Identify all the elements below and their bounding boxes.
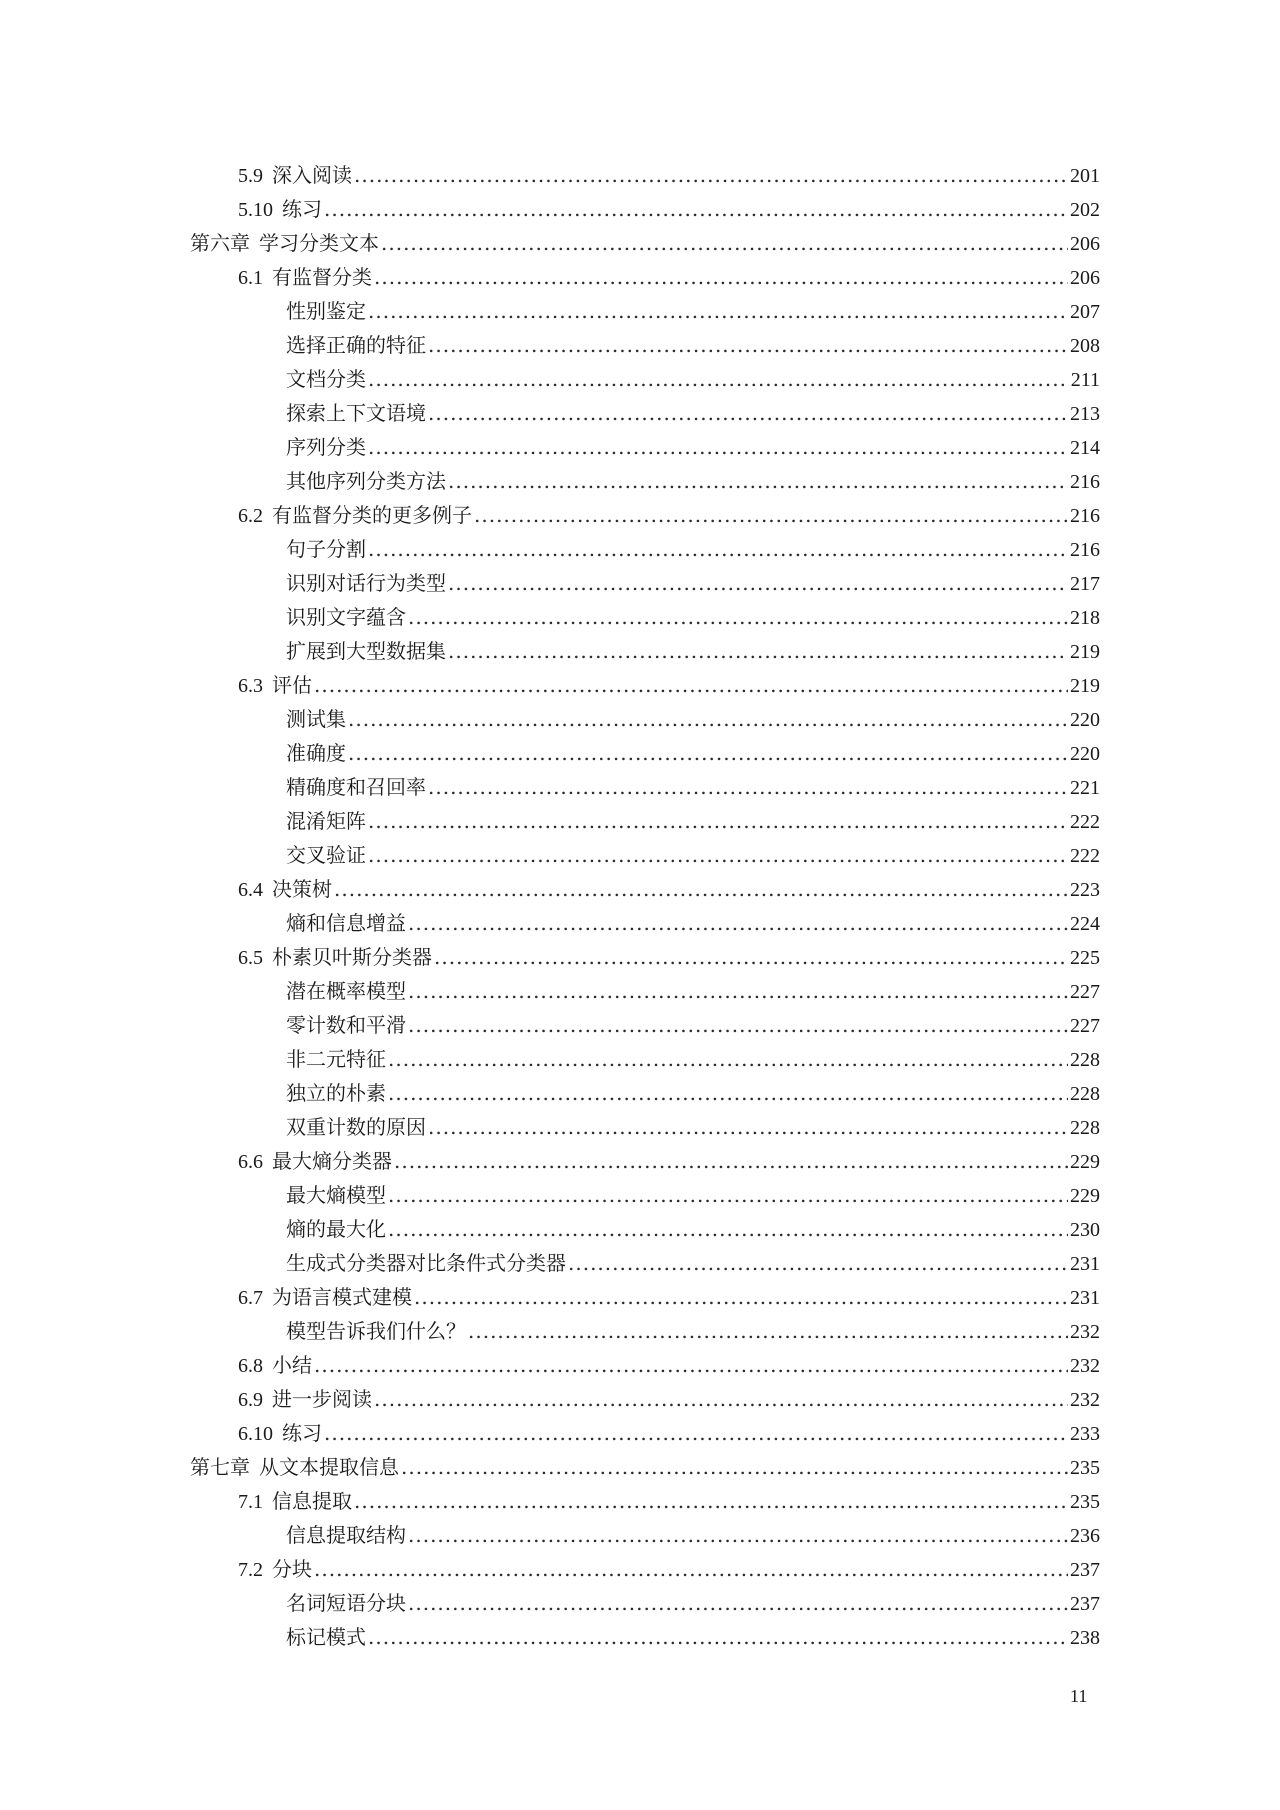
toc-entry-title: 句子分割 bbox=[286, 537, 366, 561]
toc-entry-title: 模型告诉我们什么？ bbox=[286, 1319, 466, 1343]
dot-leader bbox=[368, 532, 1068, 566]
dot-leader bbox=[368, 838, 1068, 872]
toc-subsection-entry bbox=[190, 600, 1100, 634]
dot-leader bbox=[468, 1314, 1068, 1348]
dot-leader bbox=[324, 1416, 1068, 1450]
dot-leader bbox=[448, 464, 1068, 498]
toc-subsection-entry bbox=[190, 430, 1100, 464]
page-number: 11 bbox=[1070, 1686, 1088, 1706]
dot-leader bbox=[408, 906, 1068, 940]
toc-entry-page: 220 bbox=[1070, 709, 1100, 731]
toc-entry-title: 精确度和召回率 bbox=[286, 775, 426, 799]
toc-entry-page: 235 bbox=[1070, 1491, 1100, 1513]
toc-entry-page: 227 bbox=[1070, 981, 1100, 1003]
dot-leader bbox=[428, 770, 1068, 804]
toc-subsection-entry bbox=[190, 804, 1100, 838]
toc-entry-number: 6.2 bbox=[238, 505, 263, 527]
dot-leader bbox=[408, 1008, 1068, 1042]
toc-entry-page: 238 bbox=[1070, 1627, 1100, 1649]
toc-entry-title: 序列分类 bbox=[286, 435, 366, 459]
toc-subsection-entry bbox=[190, 1246, 1100, 1280]
toc-entry-page: 229 bbox=[1070, 1151, 1100, 1173]
toc-subsection-entry bbox=[190, 1042, 1100, 1076]
toc-entry-page: 225 bbox=[1070, 947, 1100, 969]
toc-entry-page: 235 bbox=[1070, 1457, 1100, 1479]
toc-entry-number: 5.9 bbox=[238, 165, 263, 187]
toc-entry-page: 220 bbox=[1070, 743, 1100, 765]
toc-entry-page: 237 bbox=[1070, 1593, 1100, 1615]
dot-leader bbox=[401, 1450, 1068, 1484]
toc-section-entry bbox=[190, 940, 1100, 974]
toc-entry-number: 第六章 bbox=[190, 233, 250, 255]
toc-subsection-entry bbox=[190, 362, 1100, 396]
toc-entry-title: 为语言模式建模 bbox=[272, 1285, 412, 1309]
toc-entry-title: 零计数和平滑 bbox=[286, 1013, 406, 1037]
toc-subsection-entry bbox=[190, 1518, 1100, 1552]
toc-entry-title: 有监督分类 bbox=[272, 265, 372, 289]
dot-leader bbox=[324, 192, 1068, 226]
toc-subsection-entry bbox=[190, 464, 1100, 498]
toc-subsection-entry bbox=[190, 1620, 1100, 1654]
toc-subsection-entry bbox=[190, 974, 1100, 1008]
toc-subsection-entry bbox=[190, 1212, 1100, 1246]
dot-leader bbox=[368, 1620, 1068, 1654]
toc-entry-title: 混淆矩阵 bbox=[286, 809, 366, 833]
dot-leader bbox=[354, 158, 1068, 192]
toc-entry-title: 学习分类文本 bbox=[259, 231, 379, 255]
dot-leader bbox=[314, 1552, 1068, 1586]
toc-entry-title: 小结 bbox=[272, 1353, 312, 1377]
toc-entry-title: 朴素贝叶斯分类器 bbox=[272, 945, 432, 969]
toc-entry-number: 6.8 bbox=[238, 1355, 263, 1377]
toc-entry-title: 名词短语分块 bbox=[286, 1591, 406, 1615]
dot-leader bbox=[374, 260, 1068, 294]
dot-leader bbox=[408, 600, 1068, 634]
toc-section-entry bbox=[190, 1144, 1100, 1178]
dot-leader bbox=[428, 396, 1068, 430]
dot-leader bbox=[388, 1076, 1068, 1110]
toc-entry-title: 交叉验证 bbox=[286, 843, 366, 867]
toc-entry-title: 双重计数的原因 bbox=[286, 1115, 426, 1139]
toc-entry-title: 识别对话行为类型 bbox=[286, 571, 446, 595]
toc-entry-title: 标记模式 bbox=[286, 1625, 366, 1649]
toc-entry-title: 生成式分类器对比条件式分类器 bbox=[286, 1251, 566, 1275]
dot-leader bbox=[414, 1280, 1068, 1314]
toc-section-entry bbox=[190, 158, 1100, 192]
toc-entry-title: 进一步阅读 bbox=[272, 1387, 372, 1411]
dot-leader bbox=[388, 1212, 1068, 1246]
toc-entry-page: 219 bbox=[1070, 675, 1100, 697]
toc-entry-page: 206 bbox=[1070, 267, 1100, 289]
toc-chapter-entry bbox=[190, 1450, 1100, 1484]
toc-entry-title: 文档分类 bbox=[286, 367, 366, 391]
toc-entry-page: 228 bbox=[1070, 1117, 1100, 1139]
toc-section-entry bbox=[190, 668, 1100, 702]
toc-subsection-entry bbox=[190, 1008, 1100, 1042]
toc-entry-title: 练习 bbox=[282, 197, 322, 221]
toc-entry-number: 6.1 bbox=[238, 267, 263, 289]
toc-entry-page: 219 bbox=[1070, 641, 1100, 663]
table-of-contents bbox=[190, 158, 1100, 1654]
toc-chapter-entry bbox=[190, 226, 1100, 260]
toc-entry-title: 熵和信息增益 bbox=[286, 911, 406, 935]
toc-entry-page: 232 bbox=[1070, 1321, 1100, 1343]
dot-leader bbox=[314, 1348, 1068, 1382]
toc-entry-page: 230 bbox=[1070, 1219, 1100, 1241]
toc-entry-title: 其他序列分类方法 bbox=[286, 469, 446, 493]
toc-section-entry bbox=[190, 260, 1100, 294]
toc-entry-page: 228 bbox=[1070, 1049, 1100, 1071]
dot-leader bbox=[434, 940, 1068, 974]
toc-entry-page: 236 bbox=[1070, 1525, 1100, 1547]
dot-leader bbox=[448, 566, 1068, 600]
toc-entry-title: 决策树 bbox=[272, 877, 332, 901]
toc-subsection-entry bbox=[190, 328, 1100, 362]
toc-entry-title: 准确度 bbox=[286, 741, 346, 765]
toc-entry-page: 237 bbox=[1070, 1559, 1100, 1581]
toc-subsection-entry bbox=[190, 1314, 1100, 1348]
toc-entry-page: 206 bbox=[1070, 233, 1100, 255]
toc-subsection-entry bbox=[190, 838, 1100, 872]
toc-section-entry bbox=[190, 872, 1100, 906]
dot-leader bbox=[428, 1110, 1068, 1144]
toc-subsection-entry bbox=[190, 566, 1100, 600]
toc-entry-page: 216 bbox=[1070, 505, 1100, 527]
toc-entry-page: 232 bbox=[1070, 1389, 1100, 1411]
dot-leader bbox=[388, 1042, 1068, 1076]
toc-entry-page: 208 bbox=[1070, 335, 1100, 357]
toc-entry-page: 221 bbox=[1070, 777, 1100, 799]
dot-leader bbox=[314, 668, 1068, 702]
toc-entry-number: 6.3 bbox=[238, 675, 263, 697]
toc-subsection-entry bbox=[190, 532, 1100, 566]
toc-entry-page: 218 bbox=[1070, 607, 1100, 629]
dot-leader bbox=[334, 872, 1068, 906]
toc-entry-number: 6.7 bbox=[238, 1287, 263, 1309]
toc-subsection-entry bbox=[190, 702, 1100, 736]
toc-entry-page: 207 bbox=[1070, 301, 1100, 323]
toc-entry-title: 分块 bbox=[272, 1557, 312, 1581]
toc-subsection-entry bbox=[190, 1586, 1100, 1620]
dot-leader bbox=[368, 362, 1069, 396]
toc-subsection-entry bbox=[190, 1076, 1100, 1110]
toc-subsection-entry bbox=[190, 770, 1100, 804]
dot-leader bbox=[568, 1246, 1068, 1280]
dot-leader bbox=[394, 1144, 1068, 1178]
toc-subsection-entry bbox=[190, 906, 1100, 940]
toc-section-entry bbox=[190, 1382, 1100, 1416]
dot-leader bbox=[354, 1484, 1068, 1518]
toc-entry-page: 228 bbox=[1070, 1083, 1100, 1105]
toc-entry-title: 识别文字蕴含 bbox=[286, 605, 406, 629]
toc-entry-page: 211 bbox=[1070, 369, 1100, 391]
toc-entry-page: 231 bbox=[1070, 1287, 1100, 1309]
toc-subsection-entry bbox=[190, 736, 1100, 770]
toc-entry-title: 信息提取 bbox=[272, 1489, 352, 1513]
toc-entry-number: 7.1 bbox=[238, 1491, 263, 1513]
dot-leader bbox=[408, 1586, 1068, 1620]
toc-entry-title: 从文本提取信息 bbox=[259, 1455, 399, 1479]
toc-entry-page: 231 bbox=[1070, 1253, 1100, 1275]
toc-entry-title: 信息提取结构 bbox=[286, 1523, 406, 1547]
toc-entry-page: 224 bbox=[1070, 913, 1100, 935]
toc-entry-page: 214 bbox=[1070, 437, 1100, 459]
toc-entry-number: 6.4 bbox=[238, 879, 263, 901]
toc-entry-number: 第七章 bbox=[190, 1457, 250, 1479]
toc-entry-number: 6.10 bbox=[238, 1423, 273, 1445]
toc-entry-page: 223 bbox=[1070, 879, 1100, 901]
toc-entry-number: 6.9 bbox=[238, 1389, 263, 1411]
dot-leader bbox=[408, 1518, 1068, 1552]
toc-entry-page: 213 bbox=[1070, 403, 1100, 425]
toc-entry-number: 6.5 bbox=[238, 947, 263, 969]
toc-entry-title: 独立的朴素 bbox=[286, 1081, 386, 1105]
toc-entry-page: 222 bbox=[1070, 811, 1100, 833]
toc-section-entry bbox=[190, 192, 1100, 226]
dot-leader bbox=[428, 328, 1068, 362]
dot-leader bbox=[381, 226, 1068, 260]
toc-entry-page: 232 bbox=[1070, 1355, 1100, 1377]
toc-entry-title: 扩展到大型数据集 bbox=[286, 639, 446, 663]
toc-entry-title: 练习 bbox=[282, 1421, 322, 1445]
toc-section-entry bbox=[190, 498, 1100, 532]
toc-subsection-entry bbox=[190, 396, 1100, 430]
dot-leader bbox=[408, 974, 1068, 1008]
toc-entry-title: 有监督分类的更多例子 bbox=[272, 503, 472, 527]
toc-entry-title: 熵的最大化 bbox=[286, 1217, 386, 1241]
toc-entry-page: 222 bbox=[1070, 845, 1100, 867]
dot-leader bbox=[368, 430, 1068, 464]
dot-leader bbox=[474, 498, 1068, 532]
toc-subsection-entry bbox=[190, 294, 1100, 328]
toc-entry-page: 216 bbox=[1070, 471, 1100, 493]
toc-entry-page: 201 bbox=[1070, 165, 1100, 187]
toc-entry-title: 性别鉴定 bbox=[286, 299, 366, 323]
dot-leader bbox=[368, 804, 1068, 838]
toc-section-entry bbox=[190, 1552, 1100, 1586]
toc-entry-page: 229 bbox=[1070, 1185, 1100, 1207]
toc-entry-title: 测试集 bbox=[286, 707, 346, 731]
toc-entry-page: 216 bbox=[1070, 539, 1100, 561]
toc-entry-title: 最大熵模型 bbox=[286, 1183, 386, 1207]
toc-subsection-entry bbox=[190, 1178, 1100, 1212]
toc-entry-title: 评估 bbox=[272, 673, 312, 697]
toc-entry-page: 233 bbox=[1070, 1423, 1100, 1445]
toc-section-entry bbox=[190, 1348, 1100, 1382]
dot-leader bbox=[368, 294, 1068, 328]
toc-entry-title: 非二元特征 bbox=[286, 1047, 386, 1071]
dot-leader bbox=[388, 1178, 1068, 1212]
toc-entry-title: 选择正确的特征 bbox=[286, 333, 426, 357]
toc-entry-title: 最大熵分类器 bbox=[272, 1149, 392, 1173]
toc-entry-page: 217 bbox=[1070, 573, 1100, 595]
toc-entry-number: 7.2 bbox=[238, 1559, 263, 1581]
toc-section-entry bbox=[190, 1416, 1100, 1450]
toc-entry-number: 5.10 bbox=[238, 199, 273, 221]
dot-leader bbox=[374, 1382, 1068, 1416]
toc-subsection-entry bbox=[190, 1110, 1100, 1144]
dot-leader bbox=[348, 702, 1068, 736]
toc-entry-title: 探索上下文语境 bbox=[286, 401, 426, 425]
toc-entry-page: 227 bbox=[1070, 1015, 1100, 1037]
toc-section-entry bbox=[190, 1484, 1100, 1518]
toc-section-entry bbox=[190, 1280, 1100, 1314]
dot-leader bbox=[448, 634, 1068, 668]
toc-subsection-entry bbox=[190, 634, 1100, 668]
toc-entry-number: 6.6 bbox=[238, 1151, 263, 1173]
toc-entry-title: 深入阅读 bbox=[272, 163, 352, 187]
toc-entry-page: 202 bbox=[1070, 199, 1100, 221]
toc-entry-title: 潜在概率模型 bbox=[286, 979, 406, 1003]
dot-leader bbox=[348, 736, 1068, 770]
